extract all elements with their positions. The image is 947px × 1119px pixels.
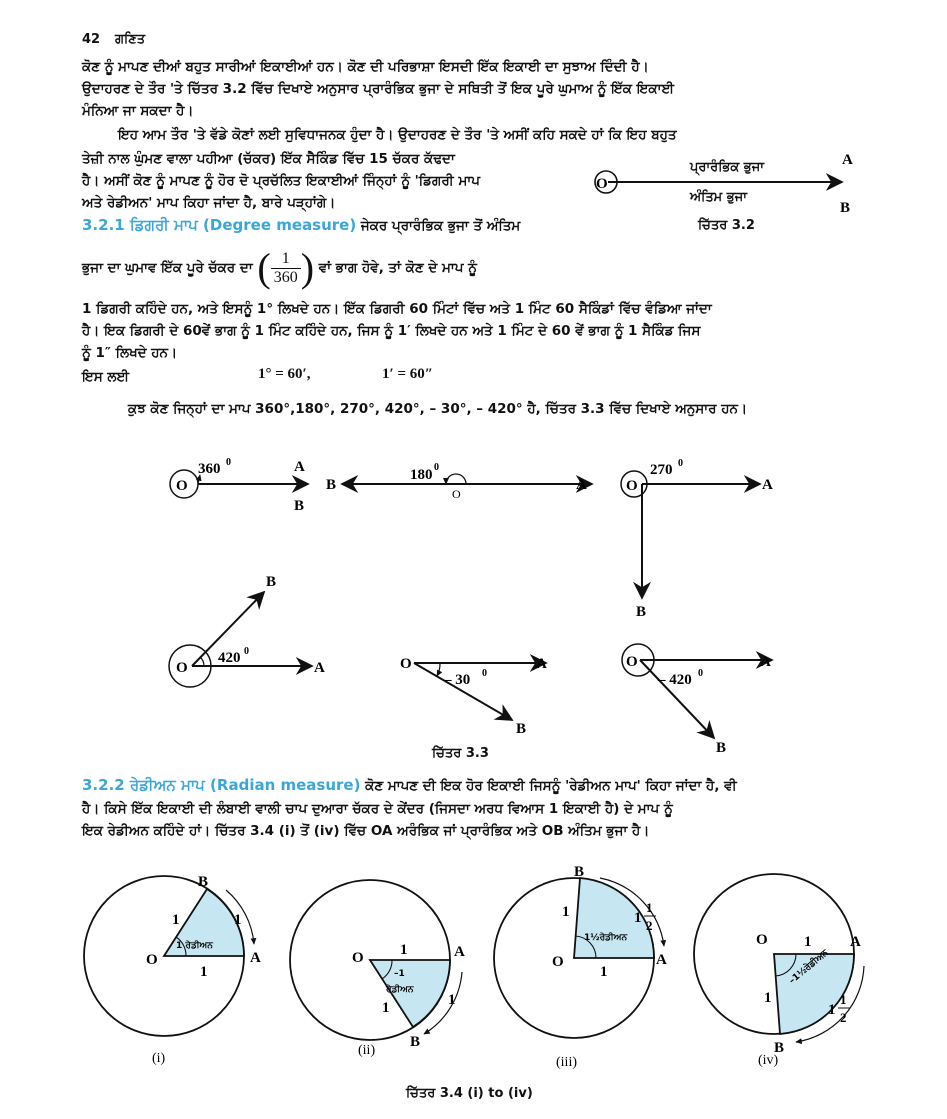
fig32-label-a: A	[842, 152, 853, 168]
fig33-angle-180	[326, 462, 592, 501]
angle-270-label-a: A	[762, 477, 773, 493]
fig34-i-caption: (i)	[152, 1051, 166, 1066]
fig34-ii-label-o: O	[352, 950, 364, 966]
fig34-i-label-o: O	[146, 952, 158, 968]
para3-line3: ਨੂੰ 1″ ਲਿਖਦੇ ਹਨ।	[82, 345, 178, 361]
angle-m30-arc	[437, 663, 440, 676]
angle-m30-label-b: B	[516, 721, 527, 737]
fig33-angle-minus-30	[400, 656, 547, 737]
angle-360-label-a: A	[294, 459, 305, 475]
para2-line3: ਅਤੇ ਰੇਡੀਅਨ' ਮਾਪ ਕਿਹਾ ਜਾਂਦਾ ਹੈ, ਬਾਰੇ ਪੜ੍ਹਾਂਗੇ।	[82, 195, 336, 211]
fig34-iii-label-b: B	[574, 864, 585, 880]
para2-first-line: ਇਹ ਆਮ ਤੌਰ 'ਤੇ ਵੱਡੇ ਕੋਣਾਂ ਲਈ ਸੁਵਿਧਾਜਨਕ ਹੁੰਦਾ ਹੈ। ਉਦਾਹਰਣ ਦੇ ਤੌਰ 'ਤੇ ਅਸੀਂ ਕਹਿ ਸਕਦੇ ਹਾਂ ਕਿ ਇਹ ਬਹੁਤ	[118, 127, 677, 143]
fig34-i-arc-label: 1	[234, 912, 242, 928]
angle-180-arc	[446, 474, 466, 484]
fig34-iv-arc-whole: 1	[828, 1002, 836, 1018]
fig34-iii-arc-num: 1	[646, 900, 653, 915]
fig34-iii-radius-label: 1	[562, 904, 570, 920]
section-322-tail: ਕੋਣ ਮਾਪਣ ਦੀ ਇਕ ਹੋਰ ਇਕਾਈ ਜਿਸਨੂੰ 'ਰੇਡੀਅਨ ਮਾਪ' ਕਿਹਾ ਜਾਂਦਾ ਹੈ, ਵੀ	[365, 778, 737, 794]
fig34-ii-radius-label: 1	[382, 1000, 390, 1016]
fig34-iv	[694, 874, 864, 1068]
fig34-iii-caption: (iii)	[556, 1055, 577, 1070]
fig34-iv-arc-num: 1	[840, 992, 847, 1007]
fig33-angle-420	[169, 574, 325, 687]
page-number: 42	[82, 32, 101, 47]
fig34-iv-arc-den: 2	[840, 1010, 847, 1025]
angle-360-label-o: O	[176, 478, 188, 494]
fig33-angle-360	[170, 457, 308, 514]
angle-420-degree: 0	[244, 646, 249, 657]
fig34-iii	[494, 864, 667, 1070]
para1-line3: ਮੰਨਿਆ ਜਾ ਸਕਦਾ ਹੈ।	[82, 103, 194, 119]
para4-line1: ਹੈ। ਕਿਸੇ ਇੱਕ ਇਕਾਈ ਦੀ ਲੰਬਾਈ ਵਾਲੀ ਚਾਪ ਦੁਆਰਾ ਚੱਕਰ ਦੇ ਕੇਂਦਰ (ਜਿਸਦਾ ਅਰਧ ਵਿਆਸ 1 ਇਕਾਈ ਹੈ) ਦੇ ਮਾਪ ਨੂੰ	[82, 801, 673, 817]
para4-line2: ਇਕ ਰੇਡੀਅਨ ਕਹਿੰਦੇ ਹਾਂ। ਚਿੱਤਰ 3.4 (i) ਤੋਂ (iv) ਵਿੱਚ OA ਅਰੰਭਿਕ ਜਾਂ ਪ੍ਰਾਰੰਭਿਕ ਅਤੇ OB ਅੰਤਿਮ ਭੁਜਾ ਹੈ।	[82, 823, 650, 839]
fig34-iii-arc-den: 2	[646, 918, 653, 933]
para3-line1: 1 ਡਿਗਰੀ ਕਹਿੰਦੇ ਹਨ, ਅਤੇ ਇਸਨੂੰ 1° ਲਿਖਦੇ ਹਨ। ਇੱਕ ਡਿਗਰੀ 60 ਮਿੰਟਾਂ ਵਿੱਚ ਅਤੇ 1 ਮਿੰਟ 60 ਸੈਕਿੰਡਾਂ ਵਿੱਚ ਵੰਡਿਆ ਜਾਂਦਾ	[82, 301, 712, 317]
section-322-line	[82, 774, 737, 797]
angle-m420-label-o: O	[626, 654, 638, 670]
angle-360-degree: 0	[226, 457, 231, 468]
fig33-angle-270	[621, 458, 773, 620]
fig33-caption: ਚਿੱਤਰ 3.3	[432, 746, 489, 761]
fig34-ii-angle-label: ਰੇਡੀਅਨ	[386, 985, 414, 995]
fig34-i	[84, 874, 261, 1066]
section-322-heading: 3.2.2 ਰੇਡੀਅਨ ਮਾਪ (Radian measure)	[82, 776, 361, 794]
angle-360-value: 360	[198, 461, 221, 477]
para2-line1: ਤੇਜ਼ੀ ਨਾਲ ਘੁੰਮਣ ਵਾਲਾ ਪਹੀਆ (ਚੱਕਰ) ਇੱਕ ਸੈਕਿੰਡ ਵਿੱਚ 15 ਚੱਕਰ ਕੱਢਦਾ	[82, 151, 455, 167]
angle-270-label-b: B	[636, 604, 647, 620]
fig34-iv-label-a: A	[850, 934, 861, 950]
fraction-numerator: 1	[271, 250, 301, 269]
angle-m30-value: – 30	[444, 672, 471, 688]
page-title: ਗਣਿਤ	[115, 32, 146, 47]
fig32-label-b: B	[840, 200, 851, 216]
fig34-ii-label-a: A	[454, 944, 465, 960]
fig34-iv-radius-label: 1	[764, 990, 772, 1006]
fig34-iv-caption: (iv)	[758, 1053, 779, 1068]
fig34-ii-base-label: 1	[400, 942, 408, 958]
angle-180-label-o: O	[452, 487, 461, 501]
angle-420-arc	[200, 657, 204, 666]
fig34-ii-label-b: B	[410, 1034, 421, 1050]
fig34-iii-sector	[574, 878, 654, 958]
para3-line2: ਹੈ। ਇਕ ਡਿਗਰੀ ਦੇ 60ਵੇਂ ਭਾਗ ਨੂੰ 1 ਮਿੰਟ ਕਹਿੰਦੇ ਹਨ, ਜਿਸ ਨੂੰ 1′ ਲਿਖਦੇ ਹਨ ਅਤੇ 1 ਮਿੰਟ ਦੇ 60 ਵੇਂ ਭਾਗ ਨੂੰ 1 ਸੈਕਿੰਡ ਜਿਸ	[82, 323, 701, 339]
fig34-iii-label-a: A	[656, 952, 667, 968]
section-321-tail: ਜੇਕਰ ਪ੍ਰਾਰੰਭਿਕ ਭੁਜਾ ਤੋਂ ਅੰਤਿਮ	[360, 218, 521, 234]
fig34-iii-arc-whole: 1	[634, 910, 642, 926]
fig33-angle-minus-420	[622, 644, 772, 756]
fig34-iv-label-o: O	[756, 932, 768, 948]
left-paren: (	[257, 245, 271, 290]
fig34-iv-label-b: B	[774, 1040, 785, 1056]
angle-180-value: 180	[410, 467, 433, 483]
angle-180-degree: 0	[434, 462, 439, 473]
fig32-diagram	[595, 152, 853, 216]
angle-420-value: 420	[218, 650, 241, 666]
angle-180-label-b: B	[326, 477, 337, 493]
fig34-i-radius-label: 1	[172, 912, 180, 928]
angle-270-value: 270	[650, 462, 673, 478]
fig34-iii-angle-label: 1½ਰੇਡੀਅਨ	[584, 933, 628, 943]
degree-def-suffix: ਵਾਂ ਭਾਗ ਹੋਵੇ, ਤਾਂ ਕੋਣ ਦੇ ਮਾਪ ਨੂੰ	[318, 260, 477, 276]
degree-def-prefix: ਭੁਜਾ ਦਾ ਘੁਮਾਵ ਇੱਕ ਪੂਰੇ ਚੱਕਰ ਦਾ	[82, 260, 253, 276]
fig34-iv-angle-label: –1½ਰੇਡੀਅਨ	[787, 948, 831, 987]
para1-line1: ਕੋਣ ਨੂੰ ਮਾਪਣ ਦੀਆਂ ਬਹੁਤ ਸਾਰੀਆਂ ਇਕਾਈਆਂ ਹਨ। ਕੋਣ ਦੀ ਪਰਿਭਾਸ਼ਾ ਇਸਦੀ ਇੱਕ ਇਕਾਈ ਦਾ ਸੁਝਾਅ ਦਿੰਦੀ ਹੈ।	[82, 59, 649, 75]
fig34-i-base-label: 1	[200, 964, 208, 980]
angle-m420-label-a: A	[760, 654, 771, 670]
angle-180-label-a: A	[576, 477, 587, 493]
section-321-heading: 3.2.1 ਡਿਗਰੀ ਮਾਪ (Degree measure)	[82, 216, 357, 234]
angle-420-label-a: A	[314, 660, 325, 676]
fig32-terminal-side-label: ਅੰਤਿਮ ਭੁਜਾ	[690, 190, 747, 205]
angle-270-label-o: O	[626, 478, 638, 494]
angle-m420-degree: 0	[698, 668, 703, 679]
fig34-iii-label-o: O	[552, 954, 564, 970]
fig34-i-angle-label: 1 ਰੇਡੀਅਨ	[176, 941, 213, 951]
fraction-denominator: 360	[273, 268, 298, 286]
angle-m30-label-o: O	[400, 656, 412, 672]
fig34-ii-angle-value: –1	[394, 969, 405, 979]
right-paren: )	[300, 245, 315, 290]
fig34-iii-base-label: 1	[600, 964, 608, 980]
angle-270-degree: 0	[678, 458, 683, 469]
angles-line: ਕੁਝ ਕੋਣ ਜਿਨ੍ਹਾਂ ਦਾ ਮਾਪ 360°,180°, 270°, 420°, – 30°, – 420° ਹੈ, ਚਿੱਤਰ 3.3 ਵਿੱਚ ਦਿਖਾਏ ਅਨੁਸਾਰ ਹਨ।	[128, 401, 748, 417]
angle-360-label-b: B	[294, 498, 305, 514]
para2-line2: ਹੈ। ਅਸੀਂ ਕੋਣ ਨੂੰ ਮਾਪਣ ਨੂੰ ਹੋਰ ਦੋ ਪ੍ਰਚੱਲਿਤ ਇਕਾਈਆਂ ਜਿੰਨ੍ਹਾਂ ਨੂੰ 'ਡਿਗਰੀ ਮਾਪ	[82, 173, 480, 189]
fig34-i-label-a: A	[250, 950, 261, 966]
fig34-ii	[290, 880, 465, 1058]
therefore-label: ਇਸ ਲਈ	[82, 369, 130, 385]
equation-degree-minute: 1° = 60′,	[258, 366, 311, 382]
equation-minute-second: 1′ = 60″	[382, 366, 434, 382]
fig34-caption: ਚਿੱਤਰ 3.4 (i) to (iv)	[406, 1086, 533, 1101]
angle-420-label-o: O	[176, 660, 188, 676]
angle-420-label-b: B	[266, 574, 277, 590]
angle-m30-label-a: A	[536, 656, 547, 672]
fig34-ii-caption: (ii)	[358, 1043, 376, 1058]
angle-m420-value: – 420	[658, 672, 692, 688]
fig34-ii-arc-label: 1	[448, 992, 456, 1008]
fig34-iv-base-label: 1	[804, 934, 812, 950]
fig32-caption: ਚਿੱਤਰ 3.2	[698, 218, 755, 233]
angle-m30-degree: 0	[482, 668, 487, 679]
para1-line2: ਉਦਾਹਰਣ ਦੇ ਤੌਰ 'ਤੇ ਚਿੱਤਰ 3.2 ਵਿੱਚ ਦਿਖਾਏ ਅਨੁਸਾਰ ਪ੍ਰਾਰੰਭਿਕ ਭੁਜਾ ਦੇ ਸਥਿਤੀ ਤੋਂ ਇਕ ਪੂਰੇ ਘੁਮਾਅ ਨੂੰ ਇੱਕ ਇਕਾਈ	[82, 81, 674, 97]
fig34-i-label-b: B	[198, 874, 209, 890]
fig32-initial-side-label: ਪ੍ਰਾਰੰਭਿਕ ਭੁਜਾ	[690, 160, 764, 175]
fig32-label-o: O	[596, 176, 608, 192]
angle-m420-label-b: B	[716, 740, 727, 756]
